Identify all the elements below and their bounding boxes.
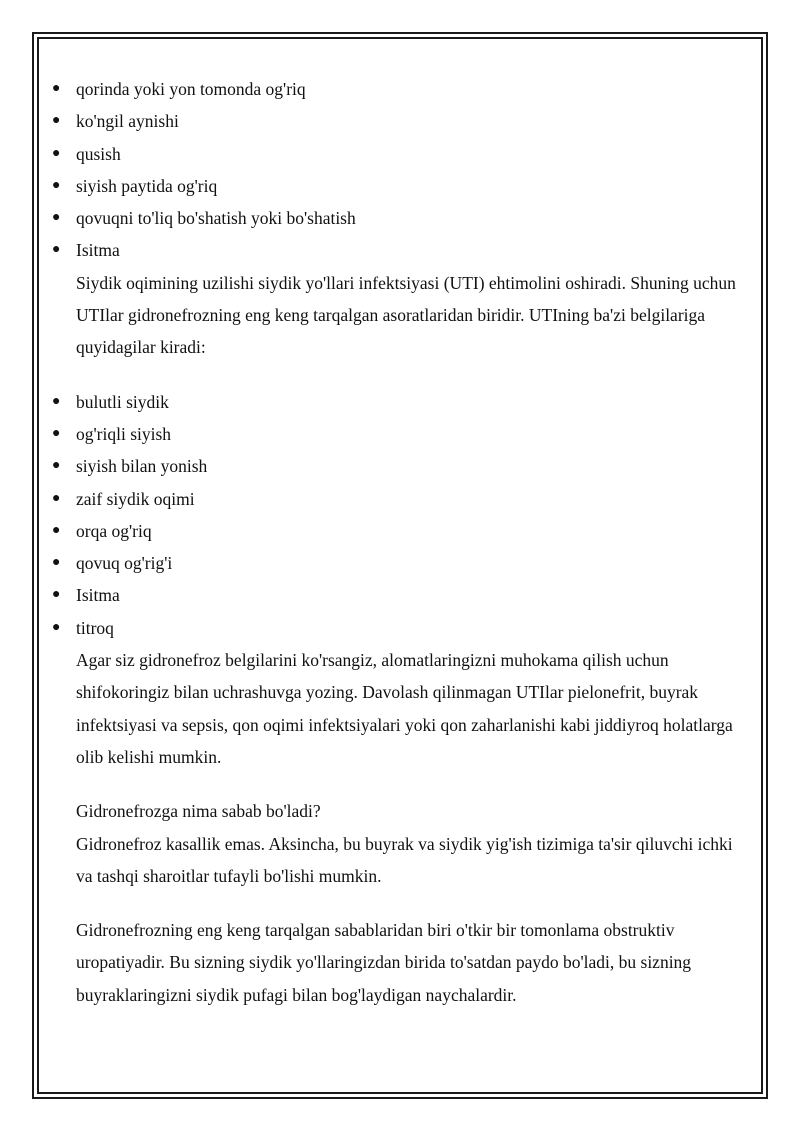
list-item [52, 612, 742, 644]
list-item [52, 386, 742, 418]
list-item-text: ko'ngil aynishi [76, 111, 179, 132]
symptom-list [52, 73, 742, 267]
list-item [52, 202, 742, 234]
bullet-icon: ● [52, 393, 61, 409]
bullet-icon: ● [52, 242, 61, 258]
list-item [52, 234, 742, 266]
page-content [52, 73, 742, 1011]
uti-paragraph: Siydik oqimining uzilishi siydik yo'llari infektsiyasi (UTI) ehtimolini oshiradi. Shuning uchun UTIlar gidronefrozning eng keng tarqalgan asoratlaridan biridir. UTIning ba'zi belgilariga quyidagilar kiradi: [76, 272, 736, 358]
bullet-icon: ● [52, 458, 61, 474]
list-item-text: Isitma [76, 240, 120, 261]
list-item [52, 418, 742, 450]
bullet-icon: ● [52, 425, 61, 441]
list-item [52, 450, 742, 482]
list-item-text: qorinda yoki yon tomonda og'riq [76, 79, 306, 99]
advice-paragraph: Agar siz gidronefroz belgilarini ko'rsangiz, alomatlaringizni muhokama qilish uchun shifokoringiz bilan uchrashuvga yozing. Davolash qilinmagan UTIlar pielonefrit, buyrak infektsiyasi va sepsis, qon oqimi infektsiyalari yoki qon zaharlanishi kabi jiddiyroq holatlarga olib kelishi mumkin. [76, 650, 733, 767]
list-item-text: siyish paytida og'riq [76, 175, 218, 196]
bullet-icon: ● [52, 619, 61, 635]
list-item [52, 73, 742, 105]
list-item-text: qovuq og'rig'i [76, 553, 173, 574]
bullet-icon: ● [52, 177, 61, 193]
list-item-text: zaif siydik oqimi [76, 488, 195, 509]
list-item-text: qusish [76, 143, 121, 164]
bullet-icon: ● [52, 522, 61, 538]
list-item-text: orqa og'riq [76, 520, 152, 541]
list-item-text: titroq [76, 617, 114, 638]
list-item [52, 515, 742, 547]
bullet-icon: ● [52, 587, 61, 603]
bullet-icon: ● [52, 555, 61, 571]
list-item-text: Isitma [76, 585, 120, 606]
list-item [52, 105, 742, 137]
list-item-text: qovuqni to'liq bo'shatish yoki bo'shatish [76, 208, 356, 229]
bullet-icon: ● [52, 145, 61, 161]
section-heading: Gidronefrozga nima sabab bo'ladi? [76, 801, 321, 822]
list-item-text: siyish bilan yonish [76, 456, 208, 477]
list-item [52, 547, 742, 579]
list-item [52, 579, 742, 611]
bullet-icon: ● [52, 210, 61, 226]
bullet-icon: ● [52, 490, 61, 506]
list-item-text: bulutli siydik [76, 391, 169, 412]
list-item [52, 483, 742, 515]
common-cause-paragraph: Gidronefrozning eng keng tarqalgan sabablaridan biri o'tkir bir tomonlama obstruktiv uropatiyadir. Bu sizning siydik yo'llaringizdan birida to'satdan paydo bo'ladi, bu sizning buyraklaringizni siydik pufagi bilan bog'laydigan naychalardir. [76, 920, 692, 1005]
list-item-text: og'riqli siyish [76, 423, 172, 444]
bullet-icon: ● [52, 113, 61, 129]
bullet-icon: ● [52, 81, 61, 96]
list-item [52, 170, 742, 202]
list-item [52, 138, 742, 170]
cause-paragraph: Gidronefroz kasallik emas. Aksincha, bu buyrak va siydik yig'ish tizimiga ta'sir qiluvchi ichki va tashqi sharoitlar tufayli bo'lishi mumkin. [76, 833, 733, 886]
uti-symptom-list [52, 386, 742, 644]
